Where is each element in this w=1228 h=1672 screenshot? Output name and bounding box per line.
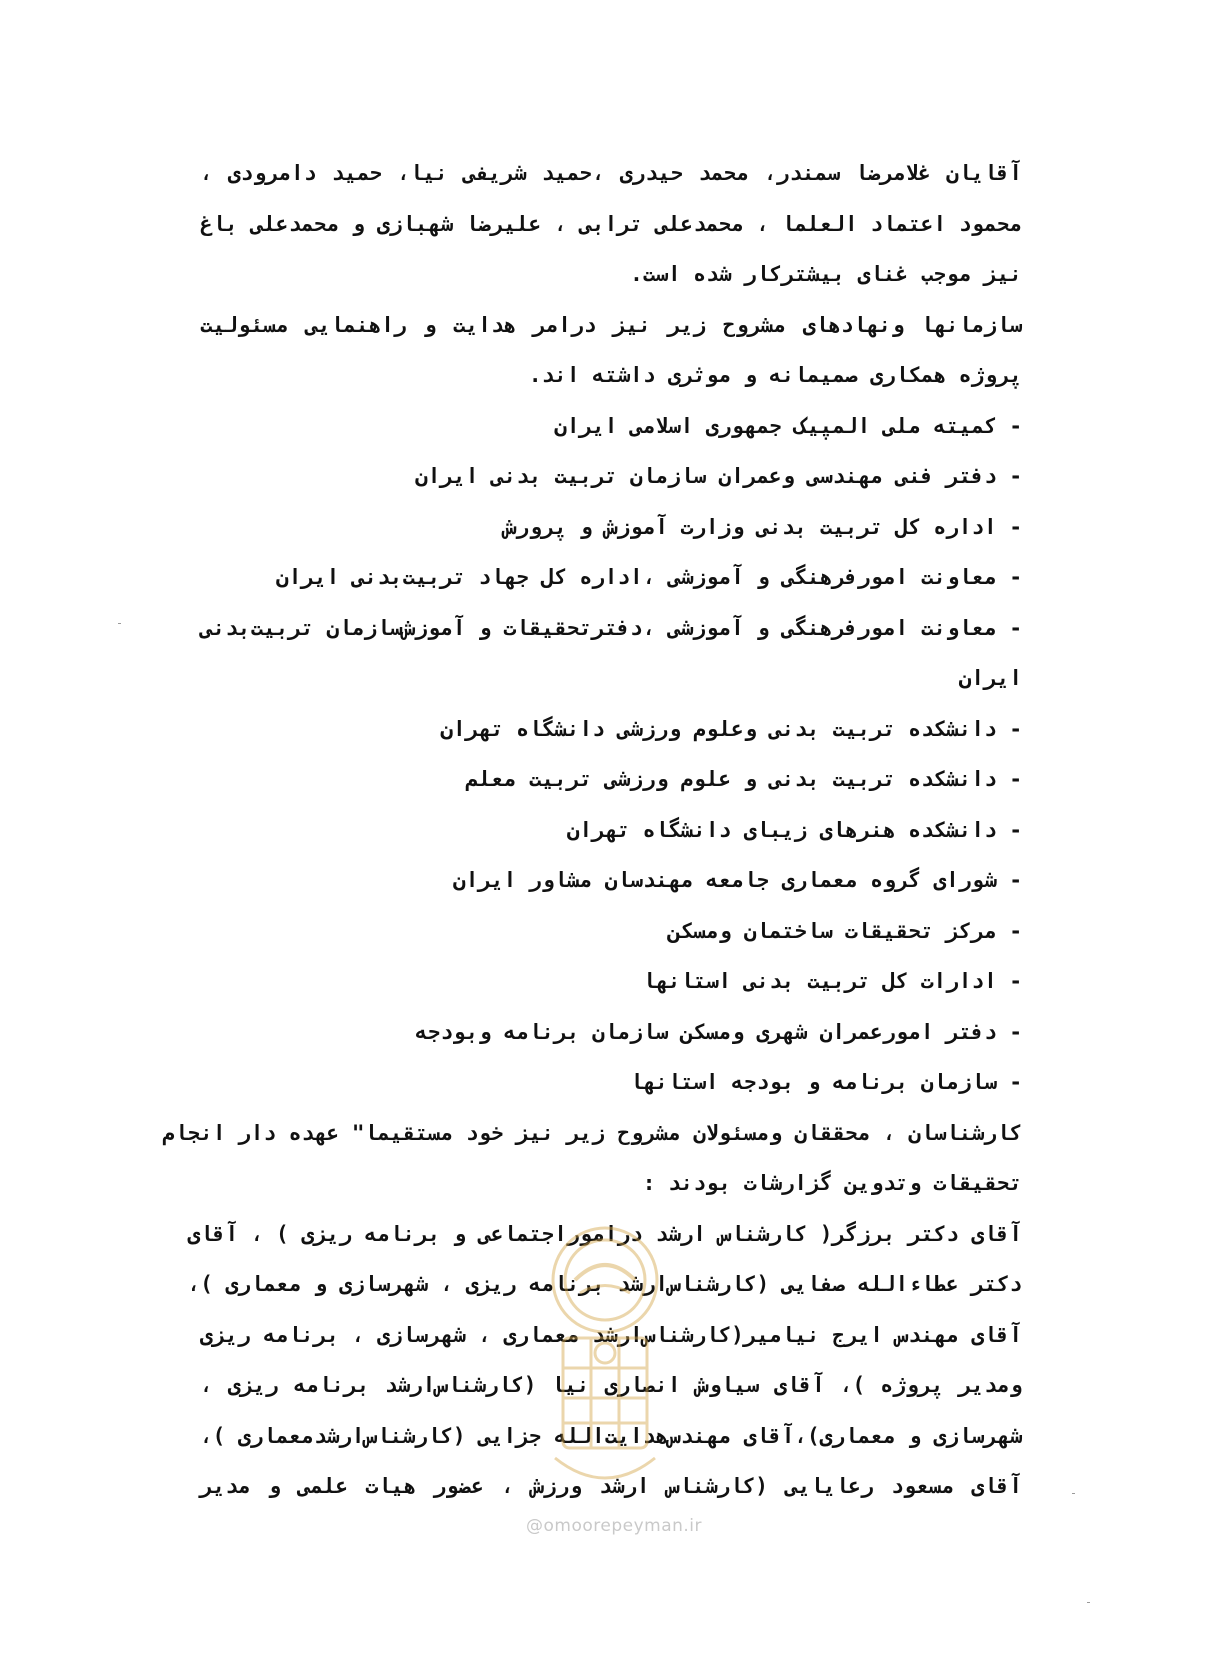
paragraph-line: شهرسازی و معماری)،آقای مهندس‌هدایت‌الله جزایی (کارشناس‌ارشدمعماری )، [200, 1423, 1022, 1448]
paragraph-line: آقای دکتر برزگر( کارشناس ارشد درامور‌اجتماعی و برنامه ریزی ) ، آقای [187, 1221, 1022, 1246]
organization-list-item: - دانشکده تربیت بدنی وعلوم ورزشی دانشگاه تهران [440, 716, 1022, 741]
organization-list-item: - ادارات کل تربیت بدنی استانها [642, 969, 1022, 993]
organization-list-item: - سازمان برنامه و بودجه استانها [630, 1070, 1022, 1094]
organization-list-item: - دانشکده هنرهای زیبای دانشگاه تهران [566, 817, 1022, 842]
scan-speck [1072, 1493, 1075, 1494]
organization-list-item: - دفتر امورعمران شهری ومسکن سازمان برنامه وبودجه [415, 1019, 1022, 1044]
paragraph-line: آقای مهندس ایرج نیامیر(کارشناس‌ارشد معماری ، شهرسازی ، برنامه ریزی [200, 1322, 1022, 1347]
organization-list-item: - دفتر فنی مهندسی وعمران سازمان تربیت بدنی ایران [415, 464, 1022, 488]
organization-list-item: - کمیته ملی المپیک جمهوری اسلامی ایران [554, 413, 1022, 438]
organization-list-item: - شورای گروه معماری جامعه مهندسان مشاور ایران [453, 868, 1022, 892]
paragraph-line: محمود اعتماد العلما ، محمدعلی ترابی ، علیرضا شهبازی و محمدعلی باغ [200, 211, 1022, 236]
organization-list-item: - اداره کل تربیت بدنی وزارت آموزش و پرورش [503, 514, 1022, 539]
organization-list-item: - دانشکده تربیت بدنی و علوم ورزشی تربیت معلم [465, 767, 1022, 791]
watermark-logo-icon [535, 1218, 675, 1508]
paragraph-line: سازمانها ونهادهای مشروح زیر نیز درامر هدایت و راهنمایی مسئولیت [200, 312, 1022, 337]
organization-list-item: - معاونت امورفرهنگی و آموزشی ،دفترتحقیقات و آموزش‌سازمان تربیت‌بدنی [200, 615, 1022, 640]
scan-speck [1087, 1602, 1090, 1603]
paragraph-line: ومدیر پروژه )، آقای سیاوش انصاری نیا (کارشناس‌ارشد برنامه ریزی ، [200, 1373, 1022, 1397]
paragraph-line: آقای مسعود رعایایی (کارشناس ارشد ورزش ، عضور هیات علمی و مدیر [200, 1474, 1022, 1498]
paragraph-line: دکتر عطاءالله صفایی (کارشناس‌ارشد برنامه ریزی ، شهرسازی و معماری )، [187, 1272, 1022, 1296]
scan-speck [118, 623, 121, 624]
paragraph-line: نیز موجب غنای بیشترکار شده است. [630, 262, 1022, 286]
organization-list-item: ایران [958, 666, 1022, 690]
organization-list-item: - معاونت امورفرهنگی و آموزشی ،اداره کل جهاد تربیت‌بدنی ایران [276, 565, 1022, 589]
paragraph-line: کارشناسان ، محققان ومسئولان مشروح زیر نیز خود مستقیما" عهده دار انجام [162, 1120, 1022, 1145]
paragraph-line: تحقیقات وتدوین گزارشات بودند : [642, 1171, 1022, 1195]
paragraph-line: آقایان غلامرضا سمندر، محمد حیدری ،حمید شریفی نیا، حمید دامرودی ، [200, 161, 1022, 185]
watermark-url: @omoorepeyman.ir [525, 1516, 703, 1536]
organization-list-item: - مرکز تحقیقات ساختمان ومسکن [667, 918, 1022, 943]
paragraph-line: پروژه همکاری صمیمانه و موثری داشته اند. [528, 363, 1022, 387]
